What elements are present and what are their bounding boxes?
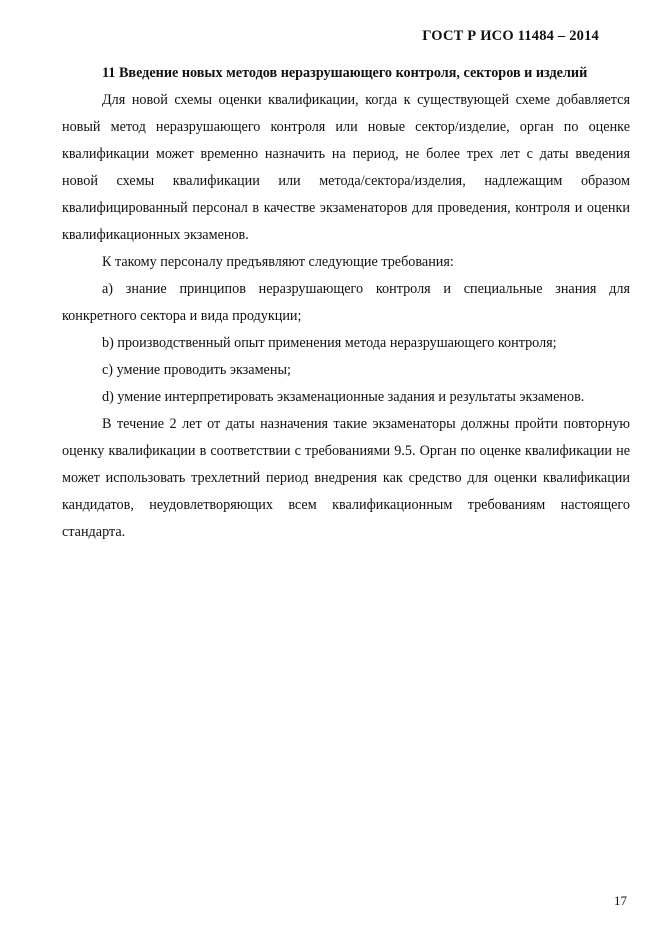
- document-body: [62, 60, 630, 546]
- list-item-c: c) умение проводить экзамены;: [102, 362, 291, 378]
- paragraph-requirements-lead: К такому персоналу предъявляют следующие требования:: [102, 254, 454, 270]
- page-number: 17: [614, 893, 627, 908]
- section-title: 11 Введение новых методов неразрушающего контроля, секторов и изделий: [102, 65, 588, 81]
- list-item-a: a) знание принципов неразрушающего контроля и специальные знания для конкретного сектора и вида продукции;: [62, 281, 630, 324]
- list-item-d: d) умение интерпретировать экзаменационные задания и результаты экзаменов.: [102, 389, 585, 405]
- paragraph-intro: Для новой схемы оценки квалификации, когда к существующей схеме добавляется новый метод неразрушающего контроля или новые сектор/изделие, орган по оценке квалификации может временно назначить на период, не более трех лет с даты введения новой схемы квалификации или метода/сектора/изделия, надлежащим образом квалифицированный персонал в качестве экзаменаторов для проведения, контроля и оценки квалификационных экзаменов.: [62, 92, 630, 243]
- document-code-header: ГОСТ Р ИСО 11484 – 2014: [422, 28, 599, 44]
- list-item-b: b) производственный опыт применения метода неразрушающего контроля;: [102, 335, 557, 351]
- paragraph-closing: В течение 2 лет от даты назначения такие экзаменаторы должны пройти повторную оценку квалификации в соответствии с требованиями 9.5. Орган по оценке квалификации не может использовать трехлетний период внедрения как средство для оценки квалификации кандидатов, неудовлетворяющих всем квалификационным требованиям настоящего стандарта.: [62, 416, 630, 540]
